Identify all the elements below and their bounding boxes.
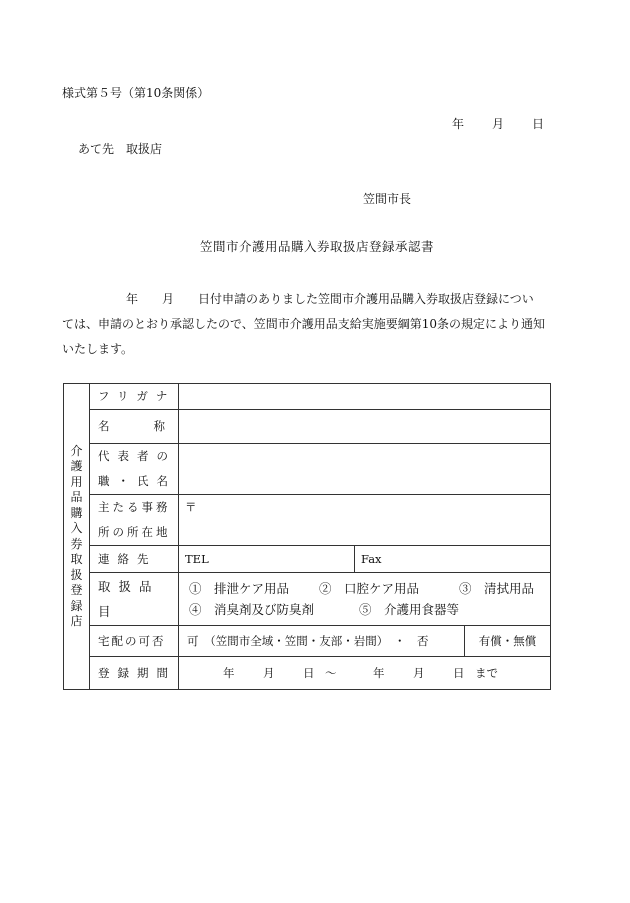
item-3: ③ 清拭用品 xyxy=(459,581,535,596)
address-label: 主たる事務 所の所在地 xyxy=(90,495,179,546)
body-text xyxy=(62,287,548,362)
side-label: 介 護 用 品 購 入 券 取 扱 登 録 店 xyxy=(64,384,90,690)
sender: 笠間市長 xyxy=(363,192,412,206)
fee-value: 有償・無償 xyxy=(465,626,551,657)
item-5: ⑤ 介護用食器等 xyxy=(359,602,460,617)
representative-field[interactable] xyxy=(179,444,551,495)
items-list xyxy=(179,573,551,626)
name-label: 名 称 xyxy=(90,410,179,444)
tel-field[interactable]: TEL xyxy=(179,546,355,573)
issue-date xyxy=(452,115,544,132)
contact-label: 連絡先 xyxy=(90,546,179,573)
representative-label: 代表者の 職・氏名 xyxy=(90,444,179,495)
item-2: ② 口腔ケア用品 xyxy=(319,581,420,596)
name-field[interactable] xyxy=(179,410,551,444)
body-line-2: ては、申請のとおり承認したので、笠間市介護用品支給実施要綱第10条の規定により通知 xyxy=(62,317,546,331)
items-label: 取扱品目 xyxy=(90,573,179,626)
date-month: 月 xyxy=(492,117,505,131)
furigana-label: フリガナ xyxy=(90,384,179,410)
date-day: 日 xyxy=(532,117,545,131)
furigana-field[interactable] xyxy=(179,384,551,410)
delivery-label: 宅配の可否 xyxy=(90,626,179,657)
document-title: 笠間市介護用品購入券取扱店登録承認書 xyxy=(200,239,435,254)
item-4: ④ 消臭剤及び防臭剤 xyxy=(189,602,315,617)
item-1: ① 排泄ケア用品 xyxy=(189,581,290,596)
form-number: 様式第５号（第10条関係） xyxy=(62,86,210,100)
body-line-3: いたします。 xyxy=(62,342,134,356)
addressee: あて先 取扱店 xyxy=(78,142,163,156)
body-line-1: 年 月 日付申請のありました笠間市介護用品購入券取扱店登録につい xyxy=(126,292,534,306)
period-label: 登録期間 xyxy=(90,657,179,690)
address-field[interactable] xyxy=(179,495,551,546)
registration-table xyxy=(63,383,551,690)
delivery-value: 可 （笠間市全域・笠間・友部・岩間） ・ 否 xyxy=(179,626,465,657)
postal-mark: 〒 xyxy=(185,500,197,514)
period-value: 年 月 日 〜 年 月 日 まで xyxy=(179,657,551,690)
date-year: 年 xyxy=(452,117,465,131)
fax-field[interactable]: Fax xyxy=(355,546,551,573)
